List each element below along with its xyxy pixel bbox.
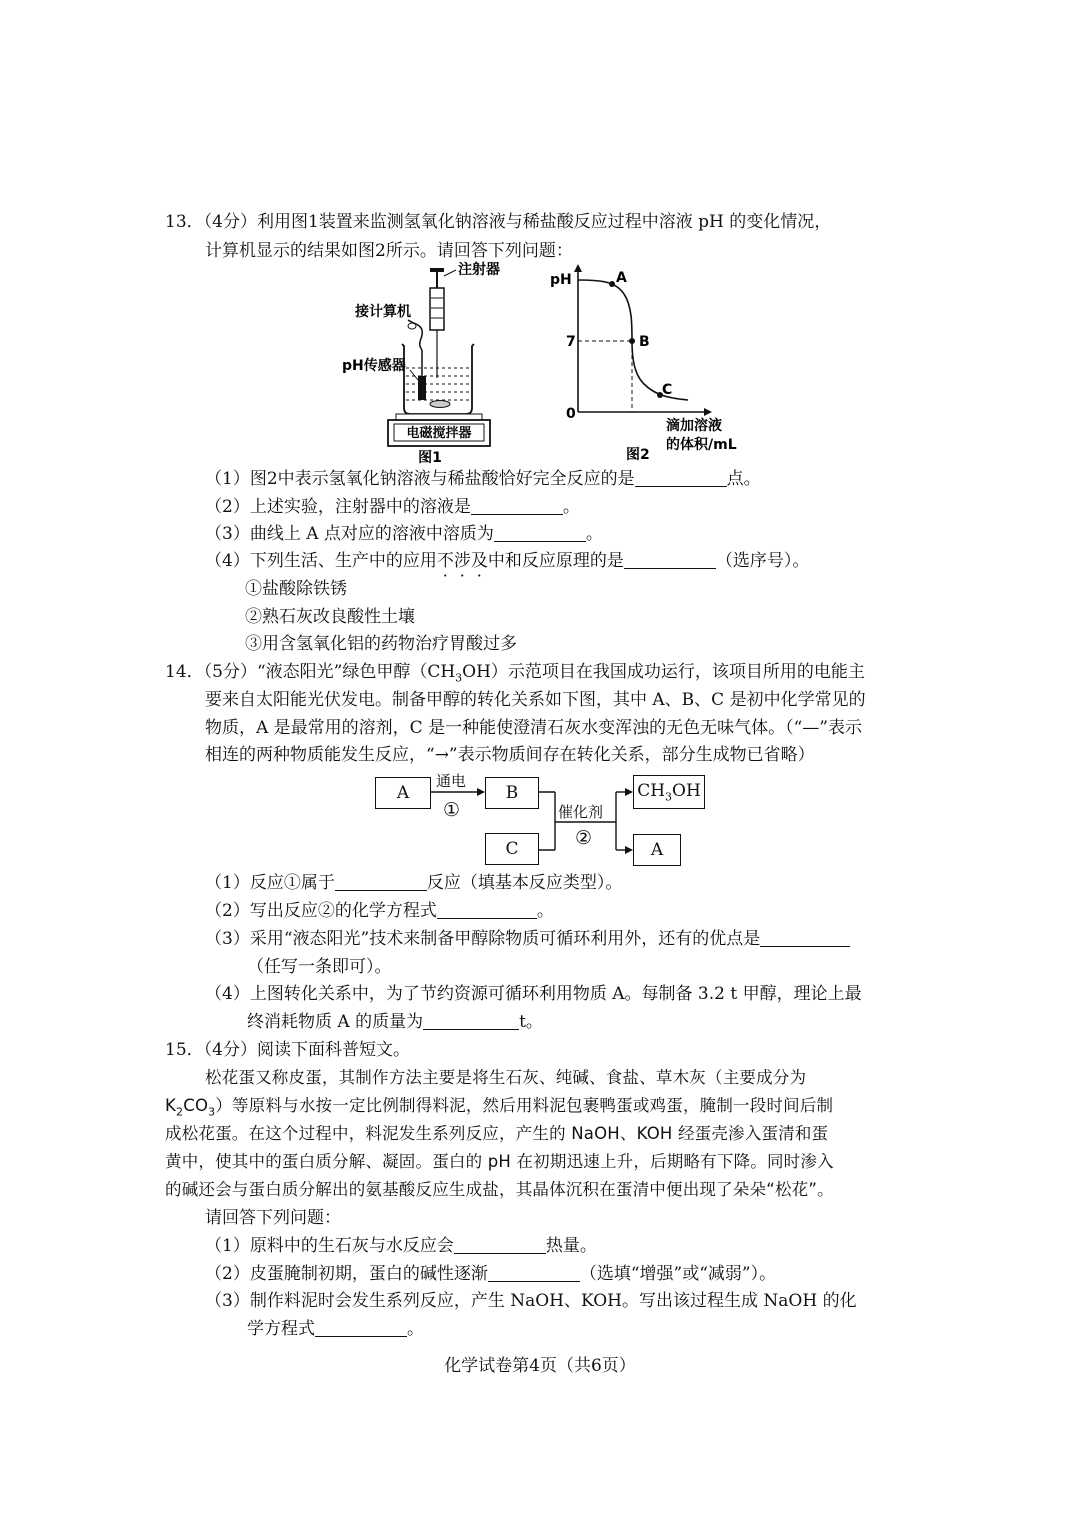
q13-option1: ①盐酸除铁锈 xyxy=(245,579,347,599)
stirrer-label: 电磁搅拌器 xyxy=(406,426,472,441)
answer-blank[interactable] xyxy=(423,1011,519,1030)
q13-figure1-apparatus xyxy=(330,258,530,464)
q14-conversion-diagram xyxy=(370,770,720,870)
box-b: B xyxy=(485,777,539,809)
figure1-caption: 图1 xyxy=(418,450,442,464)
point-c-label: C xyxy=(662,382,673,398)
computer-label: 接计算机 xyxy=(355,304,411,320)
syringe-plunger-top xyxy=(430,268,444,272)
answer-blank[interactable] xyxy=(437,900,537,919)
q14-sub1: （1）反应①属于 反应（填基本反应类型）。 xyxy=(205,873,623,893)
box-c: C xyxy=(485,833,539,865)
point-b-dot xyxy=(629,338,635,344)
box-a-product: A xyxy=(633,834,681,866)
q13-option3: ③用含氢氧化铝的药物治疗胃酸过多 xyxy=(245,634,517,654)
q13-stem-line2: 计算机显示的结果如图2所示。请回答下列问题： xyxy=(205,241,573,261)
q13-option2: ②熟石灰改良酸性土壤 xyxy=(245,607,415,627)
answer-blank[interactable] xyxy=(315,1318,407,1337)
box-a: A xyxy=(375,777,431,809)
point-b-label: B xyxy=(639,334,650,350)
q13-figure2-ph-curve xyxy=(548,262,758,462)
q13-sub3: （3）曲线上 A 点对应的溶液中溶质为 。 xyxy=(205,524,603,544)
point-a-label: A xyxy=(616,270,627,286)
x-axis-label-1: 滴加溶液 xyxy=(666,418,722,434)
q13-stem-line1: 13．（4分）利用图1装置来监测氢氧化钠溶液与稀盐酸反应过程中溶液 pH 的变化情况， xyxy=(165,212,832,232)
ph-axis-label: pH xyxy=(550,272,572,288)
answer-blank[interactable] xyxy=(494,523,586,542)
q15-passage-line3: 成松花蛋。在这个过程中，料泥发生系列反应，产生的 NaOH、KOH 经蛋壳渗入蛋清和蛋 xyxy=(165,1124,829,1143)
label-reaction-1: ① xyxy=(443,799,461,821)
answer-blank[interactable] xyxy=(635,468,727,487)
q15-sub1: （1）原料中的生石灰与水反应会 热量。 xyxy=(205,1236,597,1256)
emphasis-char: 及 xyxy=(470,551,488,571)
label-electrolysis: 通电 xyxy=(436,772,467,790)
q13-sub4: （4）下列生活、生产中的应用不涉及中和反应原理的是 （选序号）。 xyxy=(205,551,810,571)
q14-sub4: （4）上图转化关系中，为了节约资源可循环利用物质 A。每制备 3.2 t 甲醇，理论上最 xyxy=(205,984,862,1004)
q15-passage-line2: $K_2CO_3$）等原料与水按一定比例制得料泥，然后用料泥包裹鸭蛋或鸡蛋，腌制一段时间后制 xyxy=(165,1096,834,1119)
answer-blank[interactable] xyxy=(624,550,716,569)
emphasis-char: 涉 xyxy=(453,551,471,571)
syringe-barrel xyxy=(430,288,444,330)
q14-stem-line4: 相连的两种物质能发生反应，“→”表示物质间存在转化关系，部分生成物已省略） xyxy=(205,745,815,765)
q14-stem-line1: 14．（5分）“液态阳光”绿色甲醇$(CH_3OH)$示范项目在我国成功运行，该项目所用的电能主 xyxy=(165,662,865,685)
q14-sub4-cont: 终消耗物质 A 的质量为 t。 xyxy=(247,1012,543,1032)
point-a-dot xyxy=(609,281,615,287)
ph-7-tick: 7 xyxy=(566,334,576,350)
q15-sub3-cont: 学方程式 。 xyxy=(247,1319,424,1339)
syringe-label: 注射器 xyxy=(458,262,500,278)
q14-sub3: （3）采用“液态阳光”技术来制备甲醇除物质可循环利用外，还有的优点是 xyxy=(205,927,850,951)
sensor-label: pH传感器 xyxy=(342,358,406,374)
q15-passage-line4: 黄中，使其中的蛋白质分解、凝固。蛋白的 pH 在初期迅速上升，后期略有下降。同时渗入 xyxy=(165,1152,834,1171)
q13-sub1: （1）图2中表示氢氧化钠溶液与稀盐酸恰好完全反应的是 点。 xyxy=(205,469,761,489)
q15-ask: 请回答下列问题： xyxy=(205,1208,341,1228)
answer-blank[interactable] xyxy=(471,496,563,515)
box-ch3oh: $CH_3OH$ xyxy=(633,775,705,809)
q15-sub3: （3）制作料泥时会发生系列反应，产生 NaOH、KOH。写出该过程生成 NaOH 的化 xyxy=(205,1291,857,1311)
answer-blank[interactable] xyxy=(335,872,427,891)
ph-sensor-probe xyxy=(418,376,426,400)
x-axis-label-2: 的体积/mL xyxy=(666,437,737,453)
q14-sub3-cont: （任写一条即可）。 xyxy=(247,957,392,977)
label-reaction-2: ② xyxy=(575,827,593,849)
q13-sub2: （2）上述实验，注射器中的溶液是 。 xyxy=(205,497,580,517)
page-footer: 化学试卷第4页（共6页） xyxy=(444,1356,636,1376)
answer-blank[interactable] xyxy=(454,1235,546,1254)
label-catalyst: 催化剂 xyxy=(558,803,604,821)
q14-stem-line3: 物质，A 是最常用的溶剂，C 是一种能使澄清石灰水变浑浊的无色无味气体。（“—”表示 xyxy=(205,718,862,738)
q15-passage-line1: 松花蛋又称皮蛋，其制作方法主要是将生石灰、纯碱、食盐、草木灰（主要成分为 xyxy=(205,1068,807,1087)
answer-blank[interactable] xyxy=(760,928,850,947)
answer-blank[interactable] xyxy=(488,1263,580,1282)
emphasis-char: 不 xyxy=(436,551,454,571)
q15-stem: 15．（4分）阅读下面科普短文。 xyxy=(165,1040,410,1060)
stir-bar xyxy=(430,401,450,408)
q15-sub2: （2）皮蛋腌制初期，蛋白的碱性逐渐 （选填“增强”或“减弱”）。 xyxy=(205,1264,777,1284)
origin-label: 0 xyxy=(566,406,576,422)
figure2-caption: 图2 xyxy=(626,447,650,462)
q14-sub2: （2）写出反应②的化学方程式 。 xyxy=(205,901,554,921)
q14-stem-line2: 要来自太阳能光伏发电。制备甲醇的转化关系如下图，其中 A、B、C 是初中化学常见的 xyxy=(205,690,866,710)
q15-passage-line5: 的碱还会与蛋白质分解出的氨基酸反应生成盐，其晶体沉积在蛋清中便出现了朵朵“松花”。 xyxy=(165,1180,834,1199)
